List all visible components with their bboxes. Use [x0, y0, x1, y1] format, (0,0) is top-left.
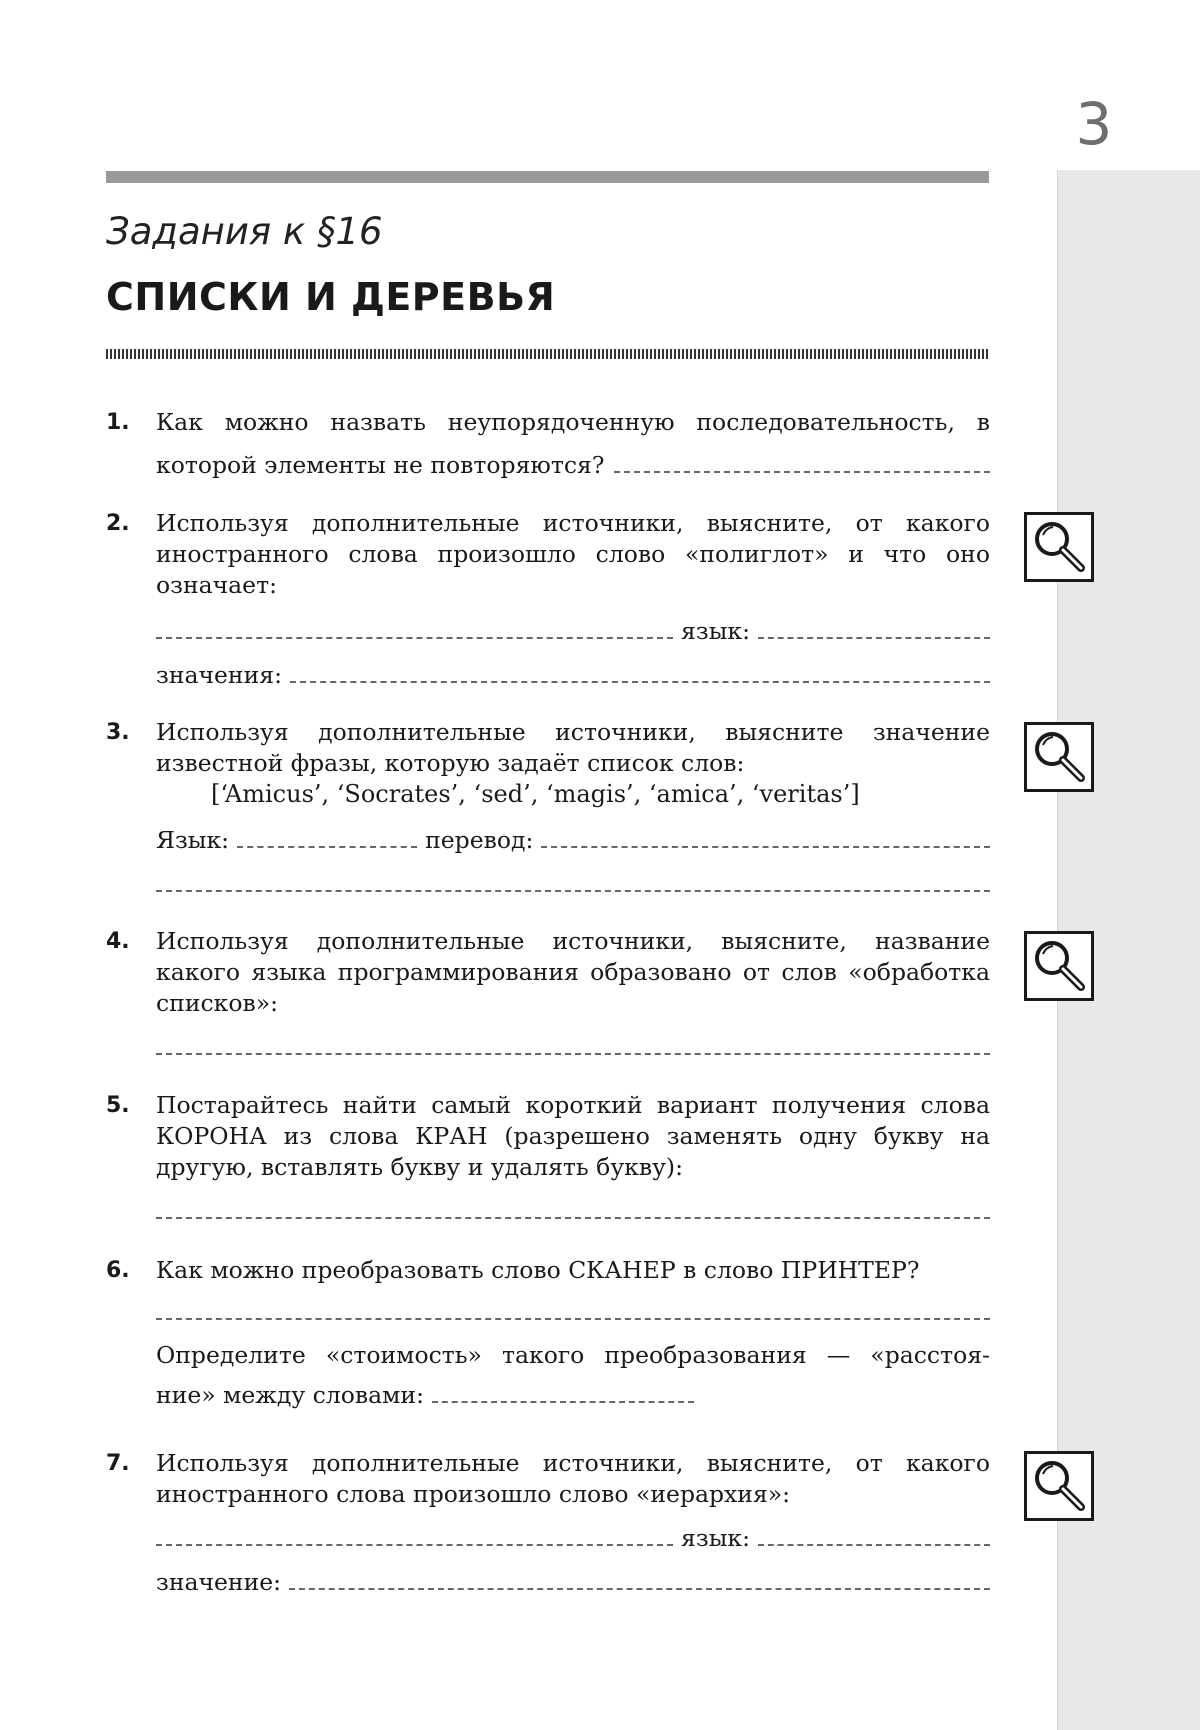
task-2 [106, 508, 990, 691]
task-text: Используя дополнительные источники, выясните, от какого иностранного слова произошло слово «иерархия»: [156, 1449, 990, 1508]
answer-line[interactable] [156, 1053, 990, 1055]
task-number: 4. [106, 929, 130, 954]
magnifier-icon [1024, 512, 1094, 582]
cost-label: ние» между словами: [156, 1381, 424, 1409]
answer-line[interactable] [156, 1217, 990, 1219]
language-label: язык: [681, 617, 750, 645]
magnifier-icon [1024, 1451, 1094, 1521]
task-text: Определите «стоимость» такого преобразования — «расстоя- [156, 1341, 990, 1369]
task-1 [106, 407, 990, 481]
language-answer-line[interactable] [237, 846, 417, 848]
chapter-number: 3 [1075, 90, 1113, 158]
task-number: 7. [106, 1451, 130, 1476]
page-title: СПИСКИ И ДЕРЕВЬЯ [106, 275, 556, 319]
answer-line[interactable] [156, 1318, 990, 1320]
task-4 [106, 926, 990, 1063]
task-5 [106, 1090, 990, 1227]
meaning-answer-line[interactable] [289, 1588, 990, 1590]
task-number: 6. [106, 1258, 130, 1283]
language-label: Язык: [156, 826, 230, 854]
answer-line[interactable] [614, 471, 990, 473]
top-rule [106, 171, 989, 183]
task-text: которой элементы не повторяются? [156, 451, 605, 479]
hatched-divider [106, 349, 989, 359]
task-text: Как можно преобразовать слово СКАНЕР в слово ПРИНТЕР? [156, 1256, 920, 1284]
translation-label: перевод: [425, 826, 534, 854]
task-number: 5. [106, 1093, 130, 1118]
meaning-answer-line[interactable] [290, 681, 990, 683]
task-3 [106, 717, 990, 900]
magnifier-icon [1024, 931, 1094, 1001]
task-text: Постарайтесь найти самый короткий вариант получения слова КОРОНА из слова КРАН (разрешено заменять одну букву на другую, вставлять букву и удалять букву): [156, 1091, 990, 1181]
magnifier-icon [1024, 722, 1094, 792]
answer-line[interactable] [156, 1544, 673, 1546]
task-6 [106, 1255, 990, 1411]
task-number: 1. [106, 410, 130, 435]
language-label: язык: [681, 1524, 750, 1552]
language-answer-line[interactable] [758, 1544, 990, 1546]
cost-answer-line[interactable] [432, 1401, 694, 1403]
language-answer-line[interactable] [758, 637, 990, 639]
task-number: 3. [106, 720, 130, 745]
answer-line[interactable] [156, 890, 990, 892]
page-subtitle: Задания к §16 [106, 210, 383, 253]
meaning-label: значение: [156, 1568, 282, 1596]
task-number: 2. [106, 511, 130, 536]
task-text: Используя дополнительные источники, выясните, название какого языка программирования образовано от слов «обработка списков»: [156, 927, 990, 1017]
translation-answer-line[interactable] [541, 846, 990, 848]
meaning-label: значения: [156, 661, 283, 689]
word-list: [‘Amicus’, ‘Socrates’, ‘sed’, ‘magis’, ‘amica’, ‘veritas’] [211, 780, 860, 808]
task-7 [106, 1448, 990, 1598]
task-text: Используя дополнительные источники, выясните, от какого иностранного слова произошло слово «полиглот» и что оно означает: [156, 509, 990, 599]
task-text: Используя дополнительные источники, выясните значение известной фразы, которую задаёт список слов: [156, 718, 990, 777]
task-text: Как можно назвать неупорядоченную последовательность, в [156, 408, 990, 436]
answer-line[interactable] [156, 637, 673, 639]
